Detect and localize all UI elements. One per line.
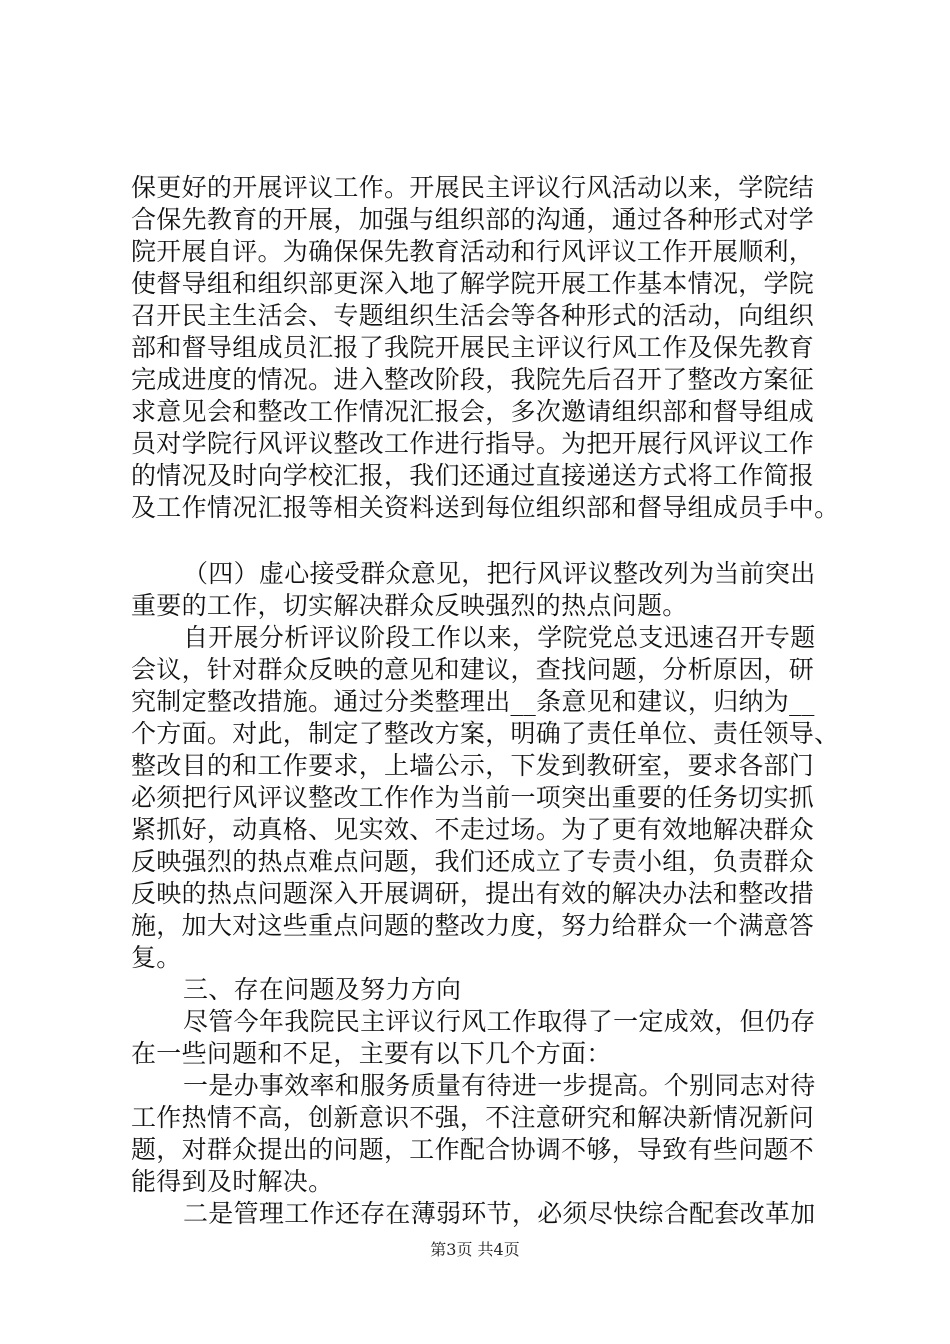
paragraph-gap [131,524,831,558]
text-line: 反映的热点问题深入开展调研，提出有效的解决办法和整改措 [131,879,815,908]
text-line: 召开民主生活会、专题组织生活会等各种形式的活动，向组织 [131,301,815,330]
text-line: 工作热情不高，创新意识不强，不注意研究和解决新情况新问 [131,1103,815,1132]
text-line: 会议，针对群众反映的意见和建议，查找问题，分析原因，研 [131,655,815,684]
text-line: 尽管今年我院民主评议行风工作取得了一定成效，但仍存 [183,1007,816,1036]
text-line: 一是办事效率和服务质量有待进一步提高。个别同志对待 [183,1071,816,1100]
text-line: 三、存在问题及努力方向 [183,975,462,1004]
text-line: 部和督导组成员汇报了我院开展民主评议行风工作及保先教育 [131,333,815,362]
text-line: 整改目的和工作要求，上墙公示，下发到教研室，要求各部门 [131,751,815,780]
paragraph-problem-one [131,1070,831,1198]
text-line: 求意见会和整改工作情况汇报会，多次邀请组织部和督导组成 [131,397,815,426]
text-line: 自开展分析评议阶段工作以来，学院党总支迅速召开专题 [183,623,816,652]
text-line: 重要的工作，切实解决群众反映强烈的热点问题。 [131,591,688,620]
text-line: 使督导组和组织部更深入地了解学院开展工作基本情况，学院 [131,269,815,298]
text-line: 施，加大对这些重点问题的整改力度，努力给群众一个满意答 [131,911,815,940]
text-line: 保更好的开展评议工作。开展民主评议行风活动以来，学院结 [131,173,815,202]
text-line: 二是管理工作还存在薄弱环节，必须尽快综合配套改革加 [183,1199,816,1228]
text-line: 员对学院行风评议整改工作进行指导。为把开展行风评议工作 [131,429,815,458]
text-line: 复。 [131,943,182,972]
text-line: 的情况及时向学校汇报，我们还通过直接递送方式将工作简报 [131,461,815,490]
text-line: 必须把行风评议整改工作作为当前一项突出重要的任务切实抓 [131,783,815,812]
text-line: （四）虚心接受群众意见，把行风评议整改列为当前突出 [183,559,816,588]
text-line: 究制定整改措施。通过分类整理出__条意见和建议，归纳为__ [131,687,815,716]
text-line: 院开展自评。为确保保先教育活动和行风评议工作开展顺利， [131,237,815,266]
text-line: 能得到及时解决。 [131,1167,334,1196]
paragraph-continuation [131,172,840,524]
paragraph-problems-intro [131,1006,831,1070]
section-heading [131,974,831,1006]
text-line: 合保先教育的开展，加强与组织部的沟通，通过各种形式对学 [131,205,815,234]
document-body [131,172,840,1230]
text-line: 及工作情况汇报等相关资料送到每位组织部和督导组成员手中。 [131,493,840,522]
page-footer: 第3页 共4页 [430,1240,520,1259]
text-line: 题，对群众提出的问题，工作配合协调不够，导致有些问题不 [131,1135,815,1164]
paragraph-section-four [131,558,831,622]
text-line: 反映强烈的热点难点问题，我们还成立了专责小组，负责群众 [131,847,815,876]
text-line: 在一些问题和不足，主要有以下几个方面： [131,1039,612,1068]
paragraph-rectification [131,622,840,974]
text-line: 完成进度的情况。进入整改阶段，我院先后召开了整改方案征 [131,365,815,394]
paragraph-problem-two [131,1198,831,1230]
text-line: 紧抓好，动真格、见实效、不走过场。为了更有效地解决群众 [131,815,815,844]
text-line: 个方面。对此，制定了整改方案，明确了责任单位、责任领导、 [131,719,840,748]
